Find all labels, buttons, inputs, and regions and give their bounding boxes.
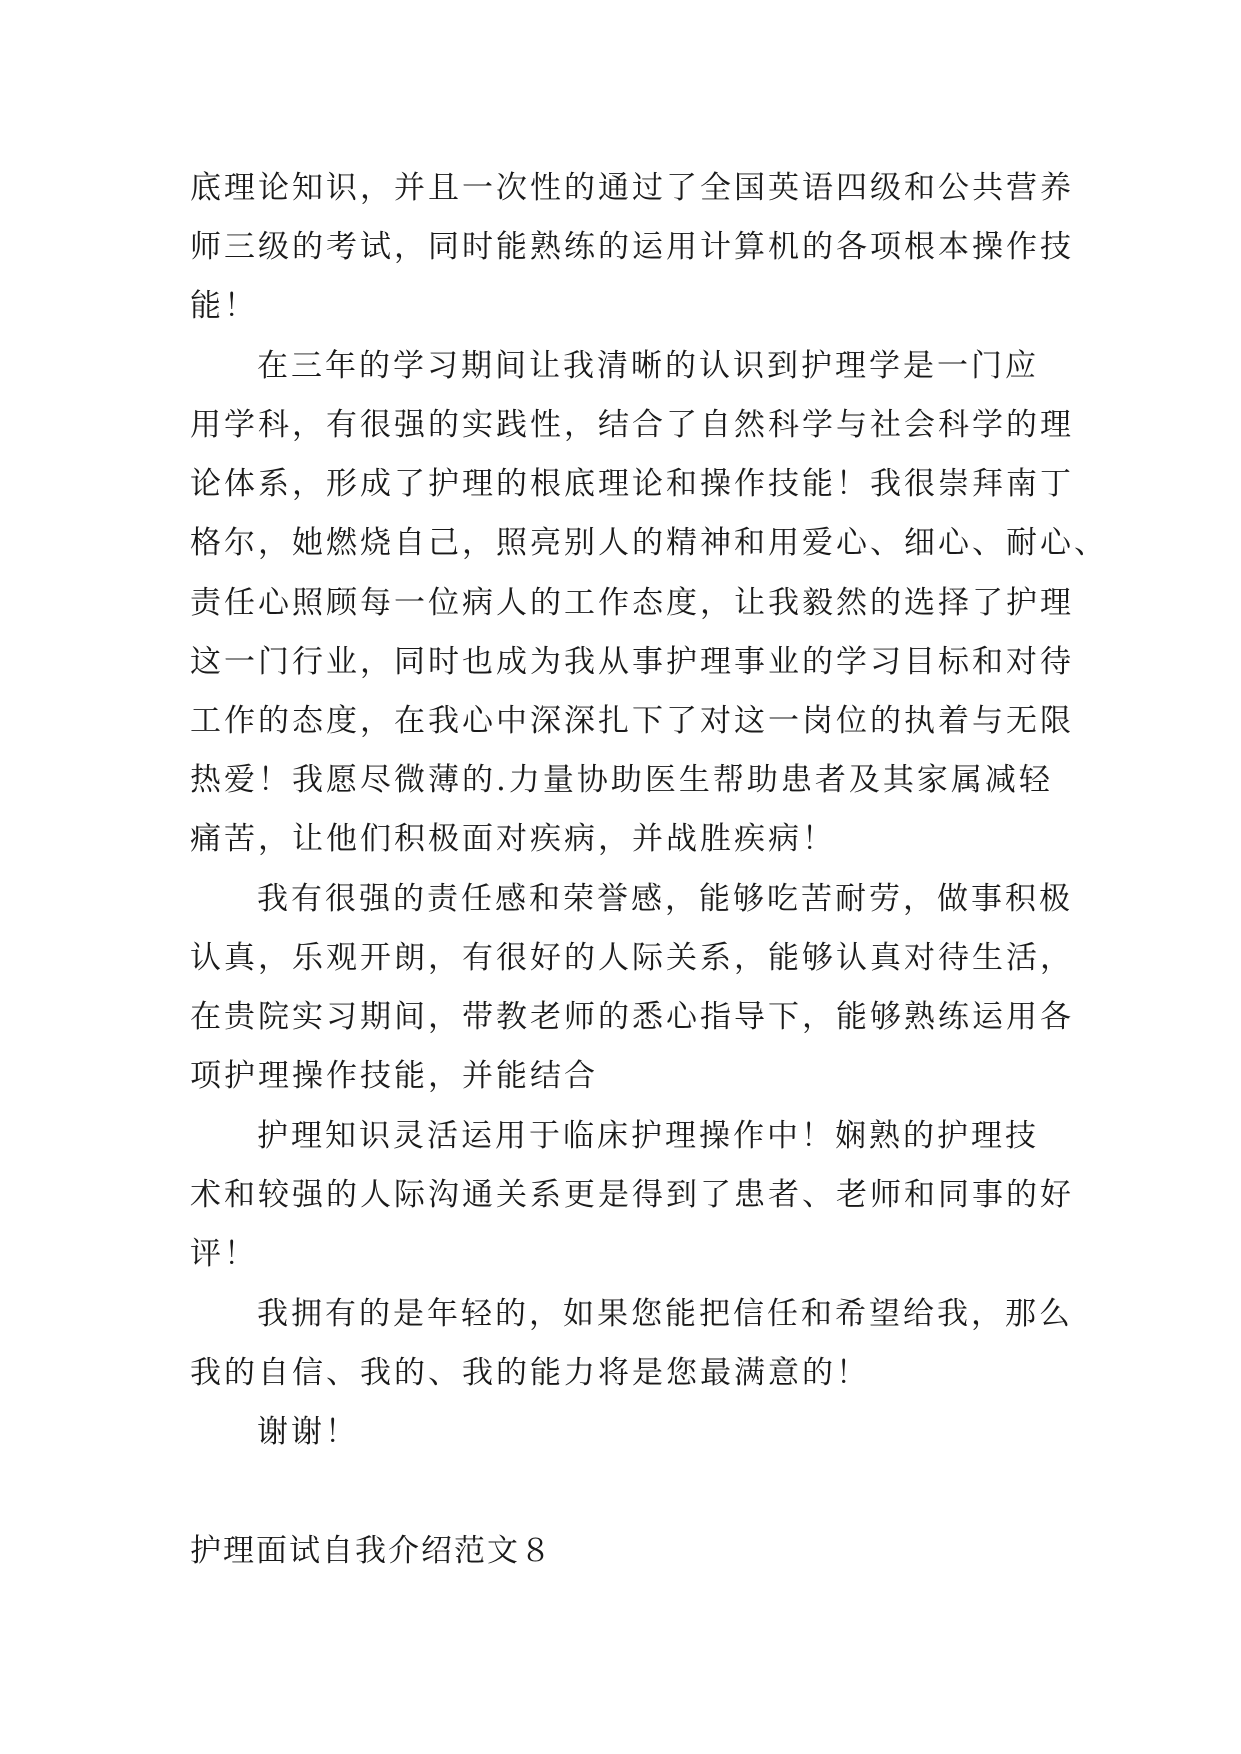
text-line: 痛苦，让他们积极面对疾病，并战胜疾病！: [190, 821, 836, 857]
text-line: 评！: [190, 1236, 258, 1272]
text-line: 术和较强的人际沟通关系更是得到了患者、老师和同事的好: [190, 1177, 1074, 1213]
text-line: 责任心照顾每一位病人的工作态度，让我毅然的选择了护理: [190, 585, 1074, 621]
text-line: 热爱！我愿尽微薄的.力量协助医生帮助患者及其家属减轻: [190, 762, 1053, 798]
text-line: 师三级的考试，同时能熟练的运用计算机的各项根本操作技: [190, 229, 1074, 265]
text-line: 格尔，她燃烧自己，照亮别人的精神和用爱心、细心、耐心、: [190, 525, 1108, 561]
text-line: 用学科，有很强的实践性，结合了自然科学与社会科学的理: [190, 407, 1074, 443]
text-line: 在三年的学习期间让我清晰的认识到护理学是一门应: [257, 348, 1039, 384]
text-line: 谢谢！: [257, 1414, 359, 1450]
text-line: 论体系，形成了护理的根底理论和操作技能！我很崇拜南丁: [190, 466, 1074, 502]
text-line: 护理知识灵活运用于临床护理操作中！娴熟的护理技: [257, 1118, 1039, 1154]
text-line: 认真，乐观开朗，有很好的人际关系，能够认真对待生活，: [190, 940, 1074, 976]
text-line: 能！: [190, 288, 258, 324]
text-line: 我有很强的责任感和荣誉感，能够吃苦耐劳，做事积极: [257, 881, 1073, 917]
text-line: 我拥有的是年轻的，如果您能把信任和希望给我，那么: [257, 1296, 1073, 1332]
text-line: 底理论知识，并且一次性的通过了全国英语四级和公共营养: [190, 170, 1074, 206]
section-heading: 护理面试自我介绍范文８: [190, 1533, 553, 1569]
text-line: 项护理操作技能，并能结合: [190, 1058, 598, 1094]
text-line: 工作的态度，在我心中深深扎下了对这一岗位的执着与无限: [190, 703, 1074, 739]
text-line: 这一门行业，同时也成为我从事护理事业的学习目标和对待: [190, 644, 1074, 680]
text-line: 我的自信、我的、我的能力将是您最满意的！: [190, 1355, 870, 1391]
text-line: 在贵院实习期间，带教老师的悉心指导下，能够熟练运用各: [190, 999, 1074, 1035]
